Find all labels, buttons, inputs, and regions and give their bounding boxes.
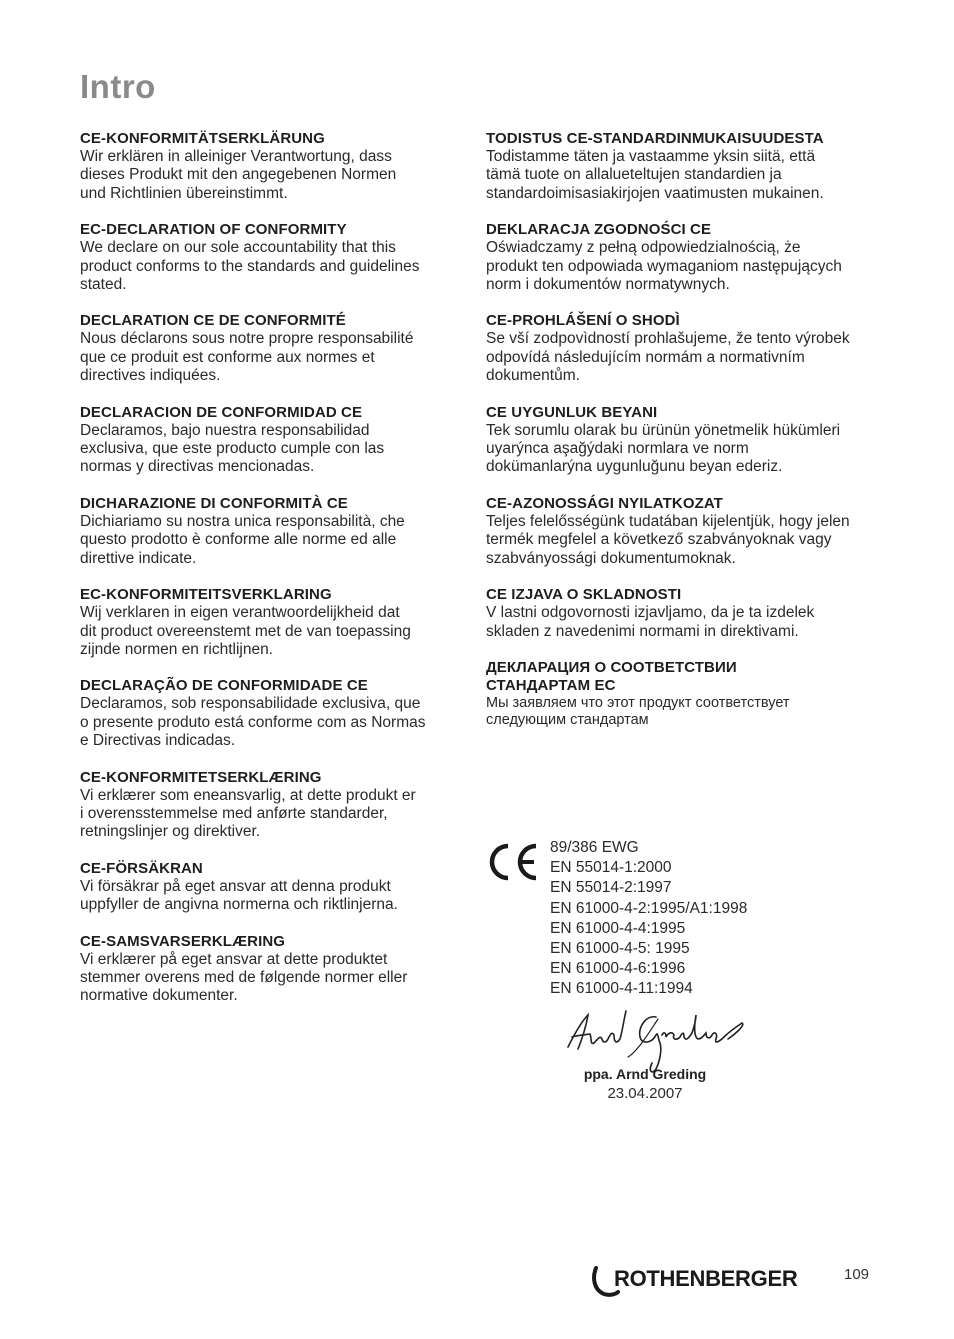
declaration-text: Dichiariamo su nostra unica responsabilità, che questo prodotto è conforme alle norme ed alle direttive indicate. <box>80 512 405 567</box>
declaration-text: Tek sorumlu olarak bu ürünün yönetmelik hükümleri uyarýnca aşağýdaki normlara ve norm dokümanlarýna uygunluğunu beyan ederiz. <box>486 421 841 476</box>
declaration-text: Declaramos, sob responsabilidade exclusiva, que o presente produto está conforme com as Normas e Directivas indicadas. <box>80 695 426 750</box>
declaration-section <box>486 404 886 477</box>
signatory-name: ppa. Arnd Greding <box>583 1066 707 1082</box>
declaration-heading: DECLARATION CE DE CONFORMITÉ <box>80 312 346 330</box>
declaration-heading: CE-KONFORMITETSERKLÆRING <box>80 768 322 786</box>
declaration-heading: DEKLARACJA ZGODNOŚCI CE <box>486 221 712 239</box>
declaration-text: Wir erklären in alleiniger Verantwortung, dass dieses Produkt mit den angegebenen Normen und Richtlinien übereinstimmt. <box>80 148 397 202</box>
standard-item: EN 61000-4-5: 1995 <box>550 940 690 958</box>
declaration-section <box>80 130 470 203</box>
declaration-text: Мы заявляем что этот продукт соответствует следующим стандартам <box>486 694 790 728</box>
declaration-section <box>486 659 886 729</box>
declaration-text: Oświadczamy z pełną odpowiedzialnością, że produkt ten odpowiada wymaganiom następujących norm i dokumentów normatywnych. <box>486 239 842 294</box>
ce-mark-icon <box>486 842 542 882</box>
declaration-section <box>486 495 886 568</box>
standard-item: EN 61000-4-11:1994 <box>550 980 693 998</box>
declaration-section <box>80 860 470 915</box>
declaration-text: Teljes felelősségünk tudatában kijelentjük, hogy jelen termék megfelel a következő szabványoknak vagy szabványossági dokumentumoknak. <box>486 512 850 567</box>
declaration-section <box>80 769 470 842</box>
declaration-section <box>80 933 470 1006</box>
declaration-text: Declaramos, bajo nuestra responsabilidad exclusiva, que este producto cumple con las normas y directivas mencionadas. <box>80 421 385 476</box>
page-title: Intro <box>80 68 156 105</box>
declaration-text: Vi försäkrar på eget ansvar att denna produkt uppfyller de angivna normerna och riktlinjerna. <box>80 877 398 914</box>
declaration-text: Vi erklærer på eget ansvar at dette produktet stemmer overens med de følgende normer eller normative dokumenter. <box>80 950 408 1005</box>
declaration-heading: EC-DECLARATION OF CONFORMITY <box>80 221 347 239</box>
declaration-heading: DECLARACION DE CONFORMIDAD CE <box>80 403 363 421</box>
declaration-text: Todistamme täten ja vastaamme yksin siitä, että tämä tuote on allalueteltujen standardien ja standardoimisasiakirjojen vaatimusten mukainen. <box>486 148 824 202</box>
declaration-text: Se vší zodpovìdností prohlašujeme, že tento výrobek odpovídá následujícím normám a normativním dokumentům. <box>486 330 850 385</box>
declaration-heading: CE-FÖRSÄKRAN <box>80 859 203 877</box>
declaration-heading: DICHARAZIONE DI CONFORMITÀ CE <box>80 494 348 512</box>
declaration-heading: DECLARAÇÃO DE CONFORMIDADE CE <box>80 677 368 695</box>
signature-date: 23.04.2007 <box>607 1085 683 1102</box>
declaration-section <box>486 130 886 203</box>
brand-logo <box>590 1262 830 1296</box>
standard-item: EN 55014-2:1997 <box>550 879 672 897</box>
declaration-heading: CE IZJAVA O SKLADNOSTI <box>486 586 682 604</box>
declaration-section <box>80 404 470 477</box>
page-number: 109 <box>844 1266 870 1283</box>
declaration-heading: CE-KONFORMITÄTSERKLÄRUNG <box>80 130 325 147</box>
declaration-section <box>80 586 470 659</box>
standard-item: EN 55014-1:2000 <box>550 859 672 877</box>
declaration-heading: CE-AZONOSSÁGI NYILATKOZAT <box>486 494 723 512</box>
standard-item: EN 61000-4-6:1996 <box>550 960 686 978</box>
declaration-section <box>80 677 470 750</box>
declaration-heading: ДЕКЛАРАЦИЯ О СООТВЕТСТВИИ СТАНДАРТАМ ЕС <box>486 658 737 694</box>
declaration-heading: CE UYGUNLUK BEYANI <box>486 403 658 421</box>
declaration-text: V lastni odgovornosti izjavljamo, da je ta izdelek skladen z navedenimi normami in direktivami. <box>486 604 815 640</box>
declaration-section <box>486 586 886 641</box>
right-declarations-column <box>486 130 886 747</box>
declaration-text: We declare on our sole accountability that this product conforms to the standards and guidelines stated. <box>80 239 420 294</box>
declaration-section <box>80 221 470 294</box>
declaration-section <box>80 495 470 568</box>
declaration-heading: EC-KONFORMITEITSVERKLARING <box>80 586 332 604</box>
declaration-heading: CE-SAMSVARSERKLÆRING <box>80 932 286 950</box>
declaration-section <box>486 221 886 294</box>
declaration-section <box>80 312 470 385</box>
declaration-heading: TODISTUS CE-STANDARDINMUKAISUUDESTA <box>486 130 824 147</box>
standard-item: 89/386 EWG <box>550 839 639 856</box>
declaration-section <box>486 312 886 385</box>
declaration-text: Nous déclarons sous notre propre responsabilité que ce produit est conforme aux normes et directives indiquées. <box>80 330 414 385</box>
standard-item: EN 61000-4-2:1995/A1:1998 <box>550 899 748 917</box>
standards-list <box>550 838 810 1000</box>
declaration-heading: CE-PROHLÁŠENÍ O SHODÌ <box>486 312 680 330</box>
left-declarations-column <box>80 130 470 1024</box>
brand-name: ROTHENBERGER <box>614 1266 798 1291</box>
declaration-text: Vi erklærer som eneansvarlig, at dette produkt er i overensstemmelse med anførte standarder, retningslinjer og direktiver. <box>80 786 416 841</box>
standard-item: EN 61000-4-4:1995 <box>550 919 686 937</box>
declaration-text: Wij verklaren in eigen verantwoordelijkheid dat dit product overeenstemt met de van toepassing zijnde normen en richtlijnen. <box>80 604 411 658</box>
